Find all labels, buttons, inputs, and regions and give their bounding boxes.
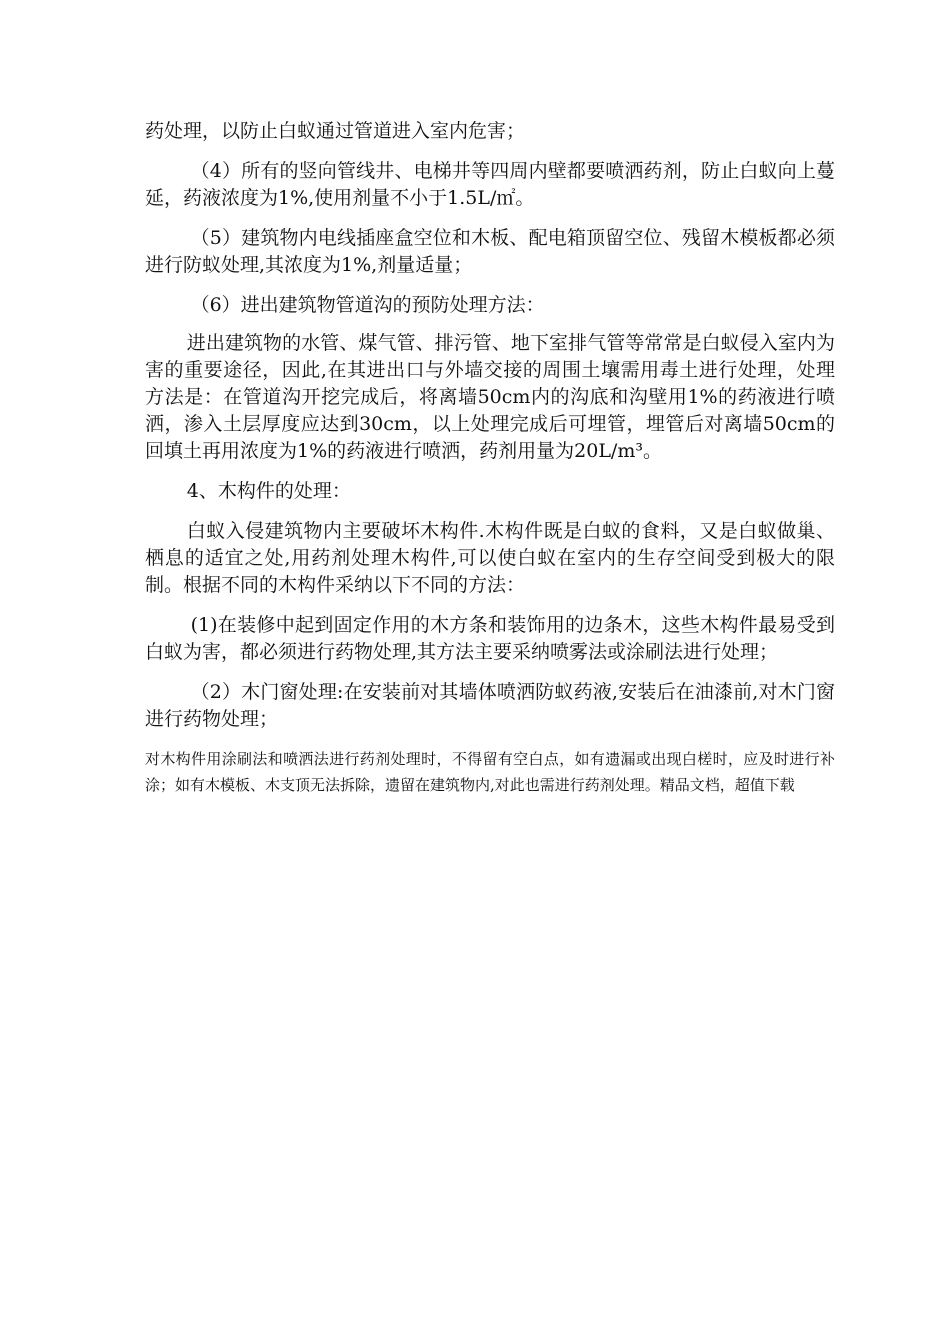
footnote-text: 对木构件用涂刷法和喷洒法进行药剂处理时，不得留有空白点，如有遗漏或出现白槎时，应及时进行补涂；如有木模板、木支顶无法拆除，遗留在建筑物内,对此也需进行药剂处理。精品文档，超值下载 — [145, 750, 835, 794]
paragraph-item-6-heading: （6）进出建筑物管道沟的预防处理方法： — [190, 294, 545, 316]
document-page — [145, 118, 835, 798]
section-heading-wood-components: 4、木构件的处理： — [186, 480, 351, 502]
paragraph-wood-item-2: （2）木门窗处理:在安装前对其墙体喷洒防蚁药液,安装后在油漆前,对木门窗进行药物处理； — [145, 681, 835, 730]
paragraph-item-5: （5）建筑物内电线插座盒空位和木板、配电箱顶留空位、残留木模板都必须进行防蚁处理,其浓度为1%,剂量适量； — [145, 227, 835, 276]
paragraph-wood-item-1: (1)在装修中起到固定作用的木方条和装饰用的边条木，这些木构件最易受到白蚁为害，都必须进行药物处理,其方法主要采纳喷雾法或涂刷法进行处理； — [145, 614, 835, 663]
paragraph-pipe-trench-method: 进出建筑物的水管、煤气管、排污管、地下室排气管等常常是白蚁侵入室内为害的重要途径，因此,在其进出口与外墙交接的周围土壤需用毒土进行处理，处理方法是：在管道沟开挖完成后，将离墙50cm内的沟底和沟壁用1%的药液进行喷洒，渗入土层厚度应达到30cm，以上处理完成后可埋管，埋管后对离墙50cm的回填土再用浓度为1%的药液进行喷洒，药剂用量为20L/m³。 — [145, 332, 835, 462]
paragraph-continuation: 药处理，以防止白蚁通过管道进入室内危害； — [145, 120, 526, 142]
paragraph-item-4: （4）所有的竖向管线井、电梯井等四周内壁都要喷洒药剂，防止白蚁向上蔓延，药液浓度为1%,使用剂量不小于1.5L/㎡。 — [145, 160, 835, 209]
paragraph-wood-components-intro: 白蚁入侵建筑物内主要破坏木构件.木构件既是白蚁的食料，又是白蚁做巢、栖息的适宜之处,用药剂处理木构件,可以使白蚁在室内的生存空间受到极大的限制。根据不同的木构件采纳以下不同的方法： — [145, 520, 835, 596]
